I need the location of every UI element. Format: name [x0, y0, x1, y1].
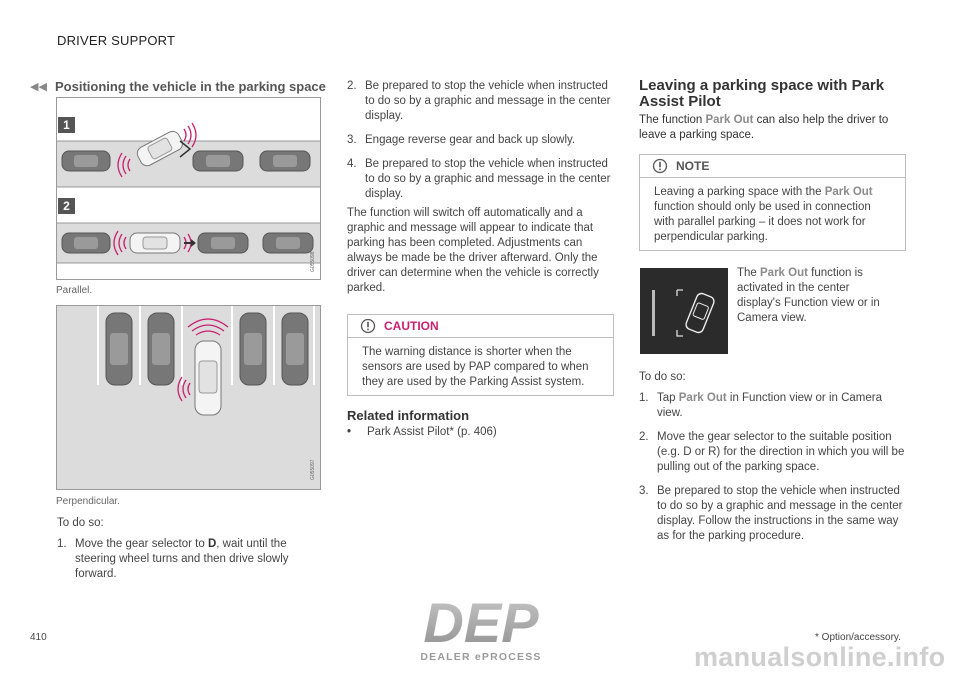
park-out-label: Park Out [824, 186, 873, 198]
figure-code: G055098 [310, 251, 316, 272]
list-item [347, 157, 612, 202]
intro-text: To do so: [57, 517, 104, 529]
list-item [347, 79, 612, 124]
intro-part: The function [639, 114, 706, 126]
related-link[interactable]: Park Assist Pilot* (p. 406) [367, 426, 497, 438]
step-text-part: Move the gear selector to [75, 538, 208, 550]
note-part: function should only be used in connection with parallel parking – it does not work for perpendicular parking. [654, 201, 871, 243]
page-number: 410 [30, 632, 47, 643]
completion-paragraph: The function will switch off automatically and a graphic and message will appear to indicate that parking has been completed. Adjustments can always be made be the driver afterward. Only the driver can determine when the vehicle is correctly parked. [347, 207, 599, 294]
footnote: * Option/accessory. [815, 632, 901, 643]
note-title: NOTE [676, 159, 710, 173]
center-display-image [640, 268, 728, 354]
caution-box [347, 314, 614, 396]
park-out-label: Park Out [678, 392, 727, 404]
continuation-mark: ◀◀ [30, 81, 47, 93]
info-icon [652, 158, 668, 174]
intro-part: can also help the driver to leave a parking space. [639, 114, 889, 141]
step-text: Engage reverse gear and back up slowly. [365, 134, 576, 146]
list-item [347, 133, 612, 148]
caution-text: The warning distance is shorter when the sensors are used by PAP compared to when they are used by the Parking Assist system. [362, 346, 589, 388]
step-number: 2. [347, 80, 357, 92]
desc-part: The [737, 267, 761, 279]
step-number: 2. [639, 431, 649, 443]
step-text: Move the gear selector to the suitable position (e.g. D or R) for the direction in which you will be pulling out of the parking space. [657, 431, 905, 473]
note-header [640, 155, 905, 178]
title-line-1: Leaving a parking space with Park [639, 77, 885, 94]
right-section-title [639, 78, 929, 110]
intro-text: To do so: [639, 371, 686, 383]
desc-part: function is activated in the center display's Function view or in Camera view. [737, 267, 880, 324]
figure-code: G055097 [310, 459, 316, 480]
step-text [75, 537, 325, 582]
park-out-label: Park Out [760, 267, 808, 279]
step-number: 4. [347, 158, 357, 170]
step-number: 3. [347, 134, 357, 146]
section-title: Positioning the vehicle in the parking space [55, 79, 326, 94]
chapter-header: DRIVER SUPPORT [57, 33, 176, 48]
step-text: Be prepared to stop the vehicle when instructed to do so by a graphic and message in the center display. [365, 80, 611, 122]
step-part: Tap [657, 392, 679, 404]
related-item[interactable] [347, 425, 497, 440]
gear-d: D [207, 538, 217, 550]
step-label-1: 1 [63, 118, 70, 132]
exclamation-icon [360, 318, 376, 334]
step-text-part: , wait until the steering wheel turns and then drive slowly forward. [75, 538, 289, 580]
bullet-icon: • [347, 426, 352, 438]
right-intro [639, 113, 907, 143]
note-part: Leaving a parking space with the [654, 186, 825, 198]
step-number: 1. [57, 538, 67, 550]
list-item [639, 430, 906, 475]
logo-subtext: DEALER ePROCESS [420, 651, 542, 663]
step-number: 3. [639, 485, 649, 497]
list-item [639, 391, 906, 421]
right-step-list [639, 391, 906, 553]
step-number: 1. [639, 392, 649, 404]
step-label-2: 2 [63, 199, 70, 213]
step-text: Be prepared to stop the vehicle when instructed to do so by a graphic and message in the center display. Follow the instructions in the same way as for the parking procedure. [657, 485, 903, 542]
title-line-2: Assist Pilot [639, 93, 721, 110]
left-step-list [57, 537, 325, 582]
note-text [640, 178, 905, 253]
list-item [639, 484, 906, 544]
caution-header [348, 315, 613, 338]
step-text: Be prepared to stop the vehicle when instructed to do so by a graphic and message in the center display. [365, 158, 611, 200]
note-box [639, 154, 906, 251]
middle-step-list [347, 79, 612, 211]
display-description [737, 266, 892, 326]
figure-caption-perpendicular: Perpendicular. [56, 496, 120, 507]
step-text [657, 391, 906, 421]
logo-text: DEP [423, 596, 539, 654]
figure-caption-parallel: Parallel. [56, 285, 93, 296]
step-part: in Function view or in Camera view. [657, 392, 882, 419]
park-out-label: Park Out [705, 114, 754, 126]
watermark-text: manualsonline.info [694, 642, 946, 672]
caution-title: CAUTION [384, 319, 439, 333]
related-title: Related information [347, 408, 470, 423]
parallel-parking-figure [56, 97, 321, 280]
dep-logo [395, 596, 567, 664]
perpendicular-parking-figure [56, 305, 321, 490]
